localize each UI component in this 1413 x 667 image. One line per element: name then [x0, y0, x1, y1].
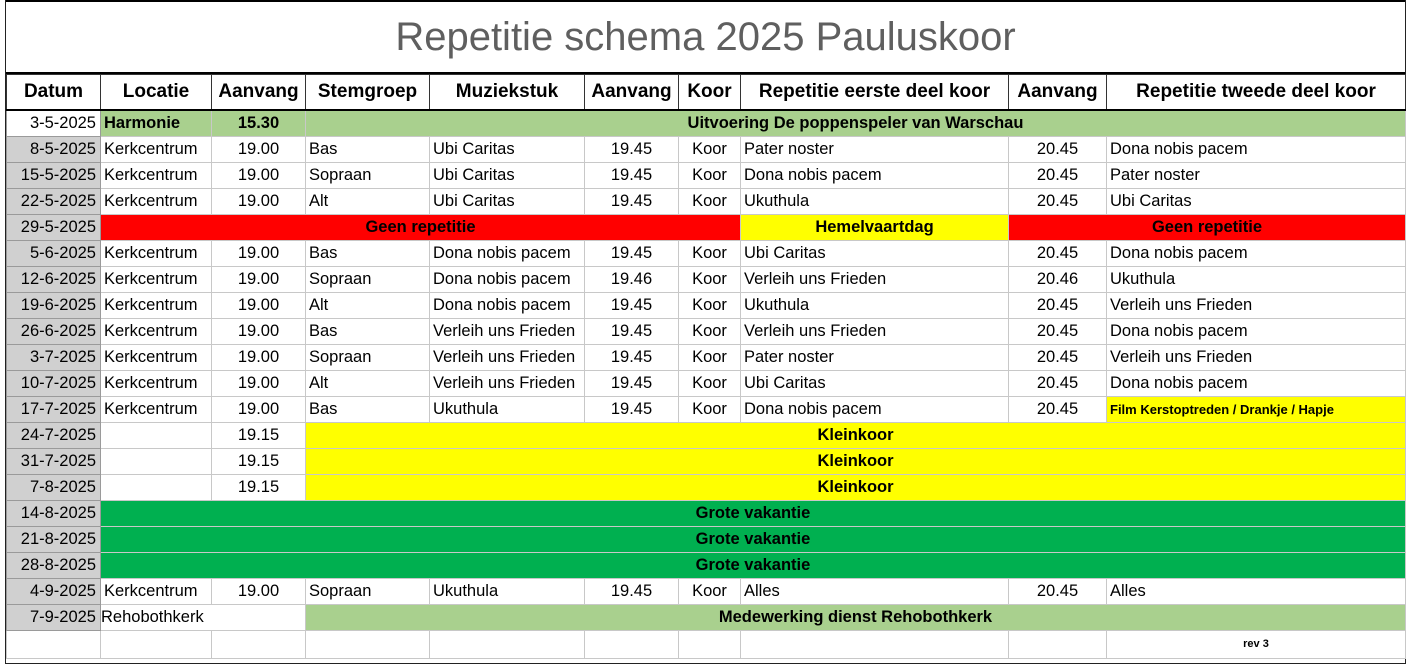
start2-cell[interactable]: 19.45 — [585, 137, 679, 163]
location-cell[interactable]: Kerkcentrum — [101, 189, 212, 215]
start3-cell[interactable]: 20.45 — [1009, 293, 1107, 319]
voice-cell[interactable]: Bas — [306, 241, 430, 267]
part1-cell[interactable]: Ubi Caritas — [741, 241, 1009, 267]
piece-cell[interactable]: Verleih uns Frieden — [430, 319, 585, 345]
table-row — [7, 605, 1406, 631]
schedule-table — [6, 74, 1406, 659]
part2-cell[interactable]: Ubi Caritas — [1107, 189, 1406, 215]
no-rehearsal-cell[interactable]: Geen repetitie — [101, 215, 741, 241]
voice-cell[interactable]: Alt — [306, 189, 430, 215]
start3-cell[interactable]: 20.45 — [1009, 371, 1107, 397]
location-cell[interactable]: Kerkcentrum — [101, 579, 212, 605]
start-cell[interactable]: 19.00 — [212, 241, 306, 267]
start-cell[interactable]: 19.00 — [212, 293, 306, 319]
kleinkoor-cell[interactable]: Kleinkoor — [306, 475, 1406, 501]
choir-cell[interactable]: Koor — [679, 397, 741, 423]
header-datum[interactable]: Datum — [7, 75, 101, 111]
start-cell[interactable]: 19.00 — [212, 319, 306, 345]
empty-cell[interactable] — [679, 631, 741, 659]
choir-cell[interactable]: Koor — [679, 163, 741, 189]
location-cell[interactable]: Kerkcentrum — [101, 293, 212, 319]
start2-cell[interactable]: 19.45 — [585, 579, 679, 605]
date-cell[interactable]: 8-5-2025 — [7, 137, 101, 163]
start2-cell[interactable]: 19.45 — [585, 371, 679, 397]
start-cell[interactable]: 19.00 — [212, 397, 306, 423]
header-aanvang-3[interactable]: Aanvang — [1009, 75, 1107, 111]
table-row — [7, 241, 1406, 267]
start3-cell[interactable]: 20.45 — [1009, 345, 1107, 371]
part1-cell[interactable]: Pater noster — [741, 137, 1009, 163]
event-cell[interactable]: Uitvoering De poppenspeler van Warschau — [306, 110, 1406, 137]
vacation-cell[interactable]: Grote vakantie — [101, 527, 1406, 553]
date-cell[interactable]: 3-5-2025 — [7, 110, 101, 137]
empty-cell[interactable] — [212, 631, 306, 659]
empty-cell[interactable] — [1009, 631, 1107, 659]
location-cell[interactable]: Harmonie — [101, 110, 212, 137]
part1-cell[interactable]: Alles — [741, 579, 1009, 605]
part1-cell[interactable]: Verleih uns Frieden — [741, 319, 1009, 345]
table-row — [7, 579, 1406, 605]
start-cell[interactable]: 19.00 — [212, 345, 306, 371]
date-cell[interactable]: 7-8-2025 — [7, 475, 101, 501]
choir-cell[interactable]: Koor — [679, 293, 741, 319]
kleinkoor-cell[interactable]: Kleinkoor — [306, 423, 1406, 449]
table-row — [7, 475, 1406, 501]
voice-cell[interactable]: Alt — [306, 371, 430, 397]
location-cell[interactable]: Kerkcentrum — [101, 319, 212, 345]
holiday-cell[interactable]: Hemelvaartdag — [741, 215, 1009, 241]
date-cell[interactable]: 28-8-2025 — [7, 553, 101, 579]
piece-cell[interactable]: Ukuthula — [430, 579, 585, 605]
piece-cell[interactable]: Verleih uns Frieden — [430, 345, 585, 371]
part1-cell[interactable]: Verleih uns Frieden — [741, 267, 1009, 293]
table-row — [7, 189, 1406, 215]
piece-cell[interactable]: Ubi Caritas — [430, 163, 585, 189]
empty-cell[interactable] — [306, 631, 430, 659]
choir-cell[interactable]: Koor — [679, 371, 741, 397]
location-cell[interactable]: Kerkcentrum — [101, 267, 212, 293]
date-cell[interactable]: 7-9-2025 — [7, 605, 101, 631]
table-row — [7, 163, 1406, 189]
vacation-cell[interactable]: Grote vakantie — [101, 553, 1406, 579]
start3-cell[interactable]: 20.45 — [1009, 189, 1107, 215]
start3-cell[interactable]: 20.45 — [1009, 319, 1107, 345]
header-aanvang-2[interactable]: Aanvang — [585, 75, 679, 111]
table-row — [7, 345, 1406, 371]
voice-cell[interactable]: Sopraan — [306, 345, 430, 371]
table-row — [7, 215, 1406, 241]
piece-cell[interactable]: Ubi Caritas — [430, 137, 585, 163]
part2-cell[interactable]: Alles — [1107, 579, 1406, 605]
part2-cell[interactable]: Verleih uns Frieden — [1107, 293, 1406, 319]
table-row — [7, 397, 1406, 423]
date-cell[interactable]: 22-5-2025 — [7, 189, 101, 215]
header-locatie[interactable]: Locatie — [101, 75, 212, 111]
date-cell[interactable]: 29-5-2025 — [7, 215, 101, 241]
revision-label[interactable]: rev 3 — [1107, 631, 1406, 659]
vacation-cell[interactable]: Grote vakantie — [101, 501, 1406, 527]
start2-cell[interactable]: 19.45 — [585, 241, 679, 267]
table-row — [7, 319, 1406, 345]
start-cell[interactable]: 19.00 — [212, 137, 306, 163]
part1-cell[interactable]: Dona nobis pacem — [741, 163, 1009, 189]
location-cell[interactable]: Kerkcentrum — [101, 371, 212, 397]
start3-cell[interactable]: 20.45 — [1009, 137, 1107, 163]
date-cell[interactable]: 15-5-2025 — [7, 163, 101, 189]
start-cell[interactable]: 19.15 — [212, 449, 306, 475]
start3-cell[interactable]: 20.46 — [1009, 267, 1107, 293]
start-cell[interactable]: 19.00 — [212, 163, 306, 189]
piece-cell[interactable]: Dona nobis pacem — [430, 293, 585, 319]
start2-cell[interactable]: 19.45 — [585, 319, 679, 345]
location-cell[interactable] — [101, 449, 212, 475]
voice-cell[interactable]: Sopraan — [306, 267, 430, 293]
piece-cell[interactable]: Verleih uns Frieden — [430, 371, 585, 397]
table-row — [7, 423, 1406, 449]
voice-cell[interactable]: Bas — [306, 319, 430, 345]
voice-cell[interactable]: Sopraan — [306, 163, 430, 189]
start3-cell[interactable]: 20.45 — [1009, 579, 1107, 605]
schedule-sheet — [5, 0, 1406, 664]
part1-cell[interactable]: Pater noster — [741, 345, 1009, 371]
date-cell[interactable]: 24-7-2025 — [7, 423, 101, 449]
start2-cell[interactable]: 19.46 — [585, 267, 679, 293]
piece-cell[interactable]: Dona nobis pacem — [430, 241, 585, 267]
voice-cell[interactable]: Sopraan — [306, 579, 430, 605]
start2-cell[interactable]: 19.45 — [585, 345, 679, 371]
part1-cell[interactable]: Dona nobis pacem — [741, 397, 1009, 423]
start2-cell[interactable]: 19.45 — [585, 189, 679, 215]
piece-cell[interactable]: Ubi Caritas — [430, 189, 585, 215]
start3-cell[interactable]: 20.45 — [1009, 241, 1107, 267]
date-cell[interactable]: 5-6-2025 — [7, 241, 101, 267]
start-cell[interactable]: 19.00 — [212, 371, 306, 397]
empty-cell[interactable] — [430, 631, 585, 659]
empty-cell[interactable] — [585, 631, 679, 659]
part1-cell[interactable]: Ukuthula — [741, 293, 1009, 319]
location-cell[interactable]: Kerkcentrum — [101, 241, 212, 267]
start-cell[interactable]: 15.30 — [212, 110, 306, 137]
start2-cell[interactable]: 19.45 — [585, 163, 679, 189]
date-cell[interactable]: 10-7-2025 — [7, 371, 101, 397]
header-aanvang[interactable]: Aanvang — [212, 75, 306, 111]
choir-cell[interactable]: Koor — [679, 189, 741, 215]
table-row — [7, 267, 1406, 293]
location-cell[interactable]: Rehobothkerk — [101, 605, 306, 631]
choir-cell[interactable]: Koor — [679, 345, 741, 371]
start-cell[interactable]: 19.00 — [212, 579, 306, 605]
table-row — [7, 501, 1406, 527]
date-cell[interactable]: 3-7-2025 — [7, 345, 101, 371]
location-cell[interactable] — [101, 475, 212, 501]
date-cell[interactable]: 4-9-2025 — [7, 579, 101, 605]
choir-cell[interactable]: Koor — [679, 267, 741, 293]
header-deel1[interactable]: Repetitie eerste deel koor — [741, 75, 1009, 111]
location-cell[interactable]: Kerkcentrum — [101, 397, 212, 423]
table-row — [7, 449, 1406, 475]
start2-cell[interactable]: 19.45 — [585, 293, 679, 319]
choir-cell[interactable]: Koor — [679, 579, 741, 605]
table-row — [7, 553, 1406, 579]
date-cell[interactable]: 19-6-2025 — [7, 293, 101, 319]
start3-cell[interactable]: 20.45 — [1009, 397, 1107, 423]
part2-cell[interactable]: Film Kerstoptreden / Drankje / Hapje — [1107, 397, 1406, 423]
part2-cell[interactable]: Dona nobis pacem — [1107, 371, 1406, 397]
table-row — [7, 631, 1406, 659]
start2-cell[interactable]: 19.45 — [585, 397, 679, 423]
location-cell[interactable] — [101, 423, 212, 449]
header-stemgroep[interactable]: Stemgroep — [306, 75, 430, 111]
choir-cell[interactable]: Koor — [679, 241, 741, 267]
header-muziekstuk[interactable]: Muziekstuk — [430, 75, 585, 111]
start-cell[interactable]: 19.15 — [212, 423, 306, 449]
part1-cell[interactable]: Ukuthula — [741, 189, 1009, 215]
voice-cell[interactable]: Bas — [306, 137, 430, 163]
empty-cell[interactable] — [101, 631, 212, 659]
voice-cell[interactable]: Bas — [306, 397, 430, 423]
header-deel2[interactable]: Repetitie tweede deel koor — [1107, 75, 1406, 111]
kleinkoor-cell[interactable]: Kleinkoor — [306, 449, 1406, 475]
part2-cell[interactable]: Dona nobis pacem — [1107, 319, 1406, 345]
date-cell[interactable]: 31-7-2025 — [7, 449, 101, 475]
date-cell[interactable]: 21-8-2025 — [7, 527, 101, 553]
start-cell[interactable]: 19.00 — [212, 267, 306, 293]
table-row — [7, 137, 1406, 163]
location-cell[interactable]: Kerkcentrum — [101, 345, 212, 371]
table-row — [7, 293, 1406, 319]
empty-cell[interactable] — [741, 631, 1009, 659]
part1-cell[interactable]: Ubi Caritas — [741, 371, 1009, 397]
header-row — [7, 75, 1406, 111]
header-koor[interactable]: Koor — [679, 75, 741, 111]
part2-cell[interactable]: Verleih uns Frieden — [1107, 345, 1406, 371]
date-cell[interactable]: 14-8-2025 — [7, 501, 101, 527]
table-row — [7, 371, 1406, 397]
no-rehearsal-cell[interactable]: Geen repetitie — [1009, 215, 1406, 241]
start-cell[interactable]: 19.00 — [212, 189, 306, 215]
piece-cell[interactable]: Dona nobis pacem — [430, 267, 585, 293]
table-row — [7, 527, 1406, 553]
start-cell[interactable]: 19.15 — [212, 475, 306, 501]
part2-cell[interactable]: Dona nobis pacem — [1107, 241, 1406, 267]
location-cell[interactable]: Kerkcentrum — [101, 137, 212, 163]
page-title: Repetitie schema 2025 Pauluskoor — [6, 0, 1405, 74]
event-cell[interactable]: Medewerking dienst Rehobothkerk — [306, 605, 1406, 631]
choir-cell[interactable]: Koor — [679, 319, 741, 345]
part2-cell[interactable]: Ukuthula — [1107, 267, 1406, 293]
location-cell[interactable]: Kerkcentrum — [101, 163, 212, 189]
choir-cell[interactable]: Koor — [679, 137, 741, 163]
piece-cell[interactable]: Ukuthula — [430, 397, 585, 423]
table-row — [7, 110, 1406, 137]
date-cell[interactable]: 12-6-2025 — [7, 267, 101, 293]
start3-cell[interactable]: 20.45 — [1009, 163, 1107, 189]
part2-cell[interactable]: Pater noster — [1107, 163, 1406, 189]
date-cell[interactable]: 26-6-2025 — [7, 319, 101, 345]
part2-cell[interactable]: Dona nobis pacem — [1107, 137, 1406, 163]
voice-cell[interactable]: Alt — [306, 293, 430, 319]
date-cell[interactable]: 17-7-2025 — [7, 397, 101, 423]
empty-cell[interactable] — [7, 631, 101, 659]
